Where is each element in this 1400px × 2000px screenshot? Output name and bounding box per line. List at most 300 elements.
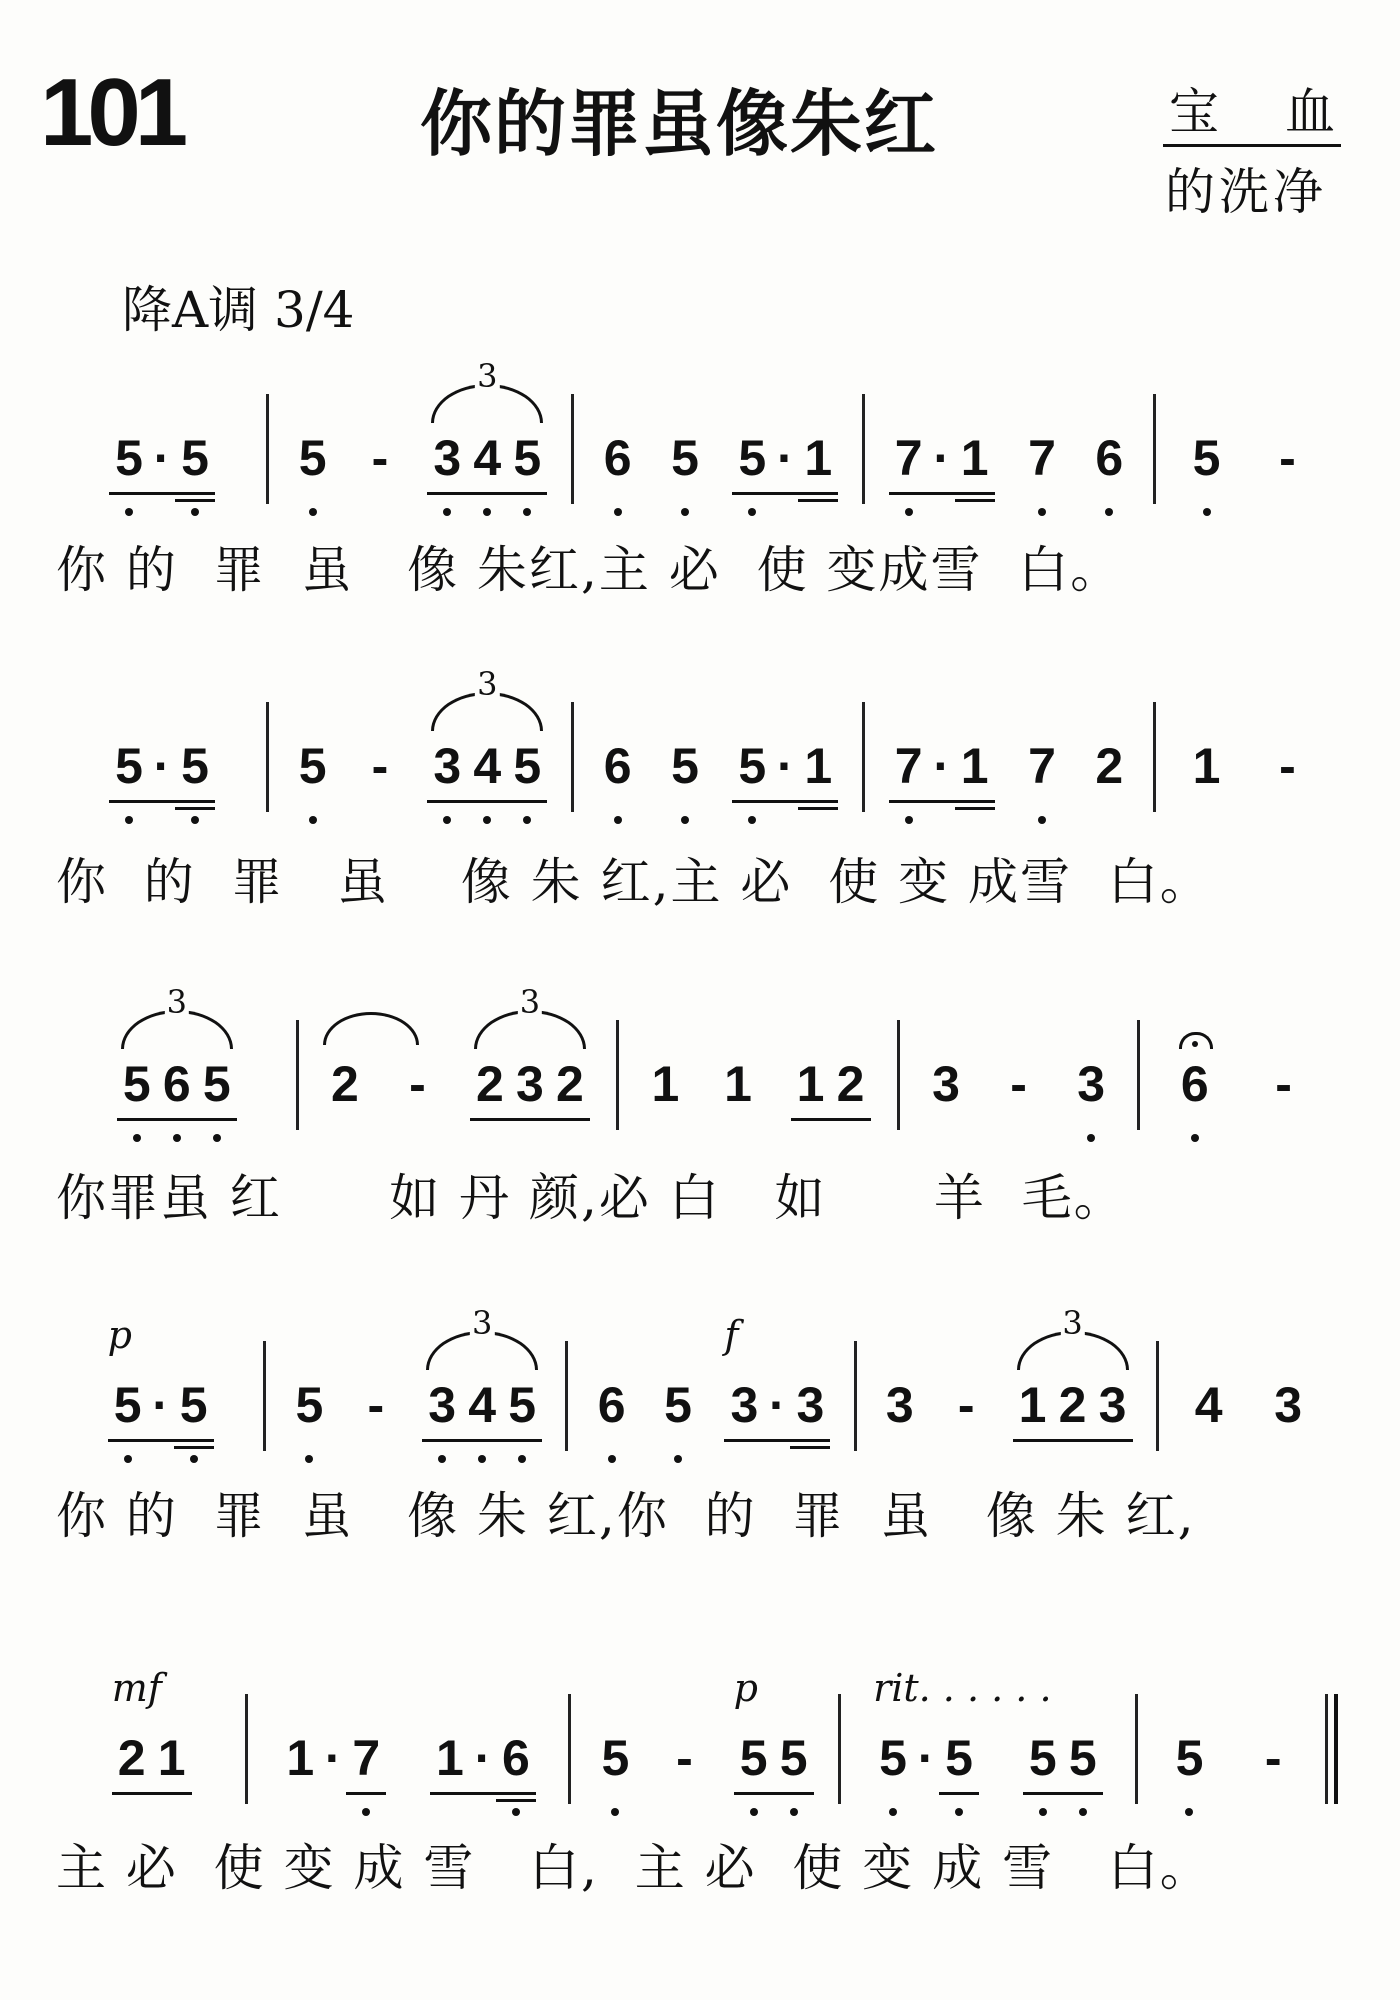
note-text: 1 <box>796 1056 825 1112</box>
low-octave-dot <box>133 1134 141 1142</box>
beam-line <box>422 1439 462 1442</box>
note <box>798 428 838 518</box>
note-group <box>1175 1054 1215 1144</box>
beam-line <box>346 1792 386 1795</box>
note-text: · <box>153 738 171 794</box>
note <box>280 1728 320 1818</box>
lyrics-line: 你 的 罪 虽 像 朱红,主 必 使 变成雪 白。 <box>56 541 1123 599</box>
low-octave-dot <box>748 816 756 824</box>
dash-sustain <box>1268 736 1308 826</box>
note-text: · <box>776 430 794 486</box>
note-group <box>732 736 838 826</box>
hymn-number: 101 <box>40 59 183 166</box>
category-char: 血 <box>1285 83 1335 141</box>
note-group <box>658 1375 698 1465</box>
key-signature: 降A调 3/4 <box>122 281 355 339</box>
note <box>1023 1728 1063 1818</box>
note <box>1022 736 1062 826</box>
low-octave-dot <box>213 1134 221 1142</box>
note-text: · <box>776 738 794 794</box>
note-text: 1 <box>436 1730 464 1786</box>
note-group <box>427 357 547 518</box>
note <box>1093 1375 1133 1465</box>
low-octave-dot <box>190 1455 198 1463</box>
note <box>510 1054 550 1144</box>
note-group <box>1187 736 1227 826</box>
score-row <box>58 1666 1338 1820</box>
low-octave-dot <box>889 1808 897 1816</box>
note <box>470 1054 510 1144</box>
note-text: 5 <box>738 738 767 794</box>
note <box>289 1375 329 1465</box>
beam-line <box>108 1439 148 1442</box>
low-octave-dot <box>191 816 199 824</box>
dash-sustain <box>356 1375 396 1465</box>
low-octave-dot <box>483 816 491 824</box>
note <box>108 1375 148 1465</box>
note-text: - <box>1279 430 1296 486</box>
category-subtitle: 的洗净 <box>1165 163 1327 221</box>
note-text: - <box>1010 1056 1027 1112</box>
note <box>1013 1375 1053 1465</box>
note <box>157 1054 197 1144</box>
note-group <box>111 1666 192 1818</box>
measure <box>58 983 296 1146</box>
beam-line <box>939 1792 979 1795</box>
note-group <box>430 1728 536 1818</box>
beam-line <box>732 492 772 495</box>
note-group <box>999 1054 1039 1144</box>
low-octave-dot <box>1038 816 1046 824</box>
note <box>293 736 333 826</box>
note <box>1022 428 1062 518</box>
low-octave-dot <box>1185 1808 1193 1816</box>
low-octave-dot <box>478 1455 486 1463</box>
measure <box>1138 1700 1325 1820</box>
fermata-icon <box>1179 1032 1213 1049</box>
note <box>926 1054 966 1144</box>
measure <box>619 1026 897 1146</box>
beam-line <box>772 492 798 495</box>
beam-line <box>955 800 995 803</box>
note-text: 5 <box>181 738 209 794</box>
beam-line <box>1023 1792 1063 1795</box>
note-text: 5 <box>671 430 699 486</box>
note-text: 6 <box>603 738 632 794</box>
note-text: 7 <box>352 1730 381 1786</box>
note <box>1189 1375 1229 1465</box>
low-octave-dot <box>125 816 133 824</box>
note-text: - <box>1264 1730 1282 1786</box>
beam-line <box>510 1118 550 1121</box>
note <box>502 1375 542 1465</box>
beam-line <box>427 800 467 803</box>
beam-line <box>430 1792 470 1795</box>
note-text: - <box>409 1056 426 1112</box>
note-group <box>325 1054 365 1144</box>
note <box>732 428 772 518</box>
note-group <box>1089 428 1129 518</box>
beam-line <box>148 1439 174 1442</box>
score-row <box>58 983 1338 1146</box>
note-text: 6 <box>597 1377 626 1433</box>
note-group <box>1022 428 1062 518</box>
beam-line <box>732 800 772 803</box>
dash-sustain <box>360 736 400 826</box>
note <box>592 1375 632 1465</box>
note-group <box>117 983 237 1144</box>
triplet-arc <box>431 665 543 731</box>
note <box>1089 428 1129 518</box>
category-label <box>1163 72 1341 147</box>
low-octave-dot <box>1039 1808 1047 1816</box>
note-group <box>1187 428 1227 518</box>
measure <box>266 1304 565 1467</box>
low-octave-dot <box>674 1455 682 1463</box>
note-group <box>1268 736 1308 826</box>
note-group <box>1253 1728 1293 1818</box>
note-group <box>109 428 215 518</box>
note <box>1187 736 1227 826</box>
note-text: 3 <box>433 738 462 794</box>
note <box>658 1375 698 1465</box>
note <box>1268 1375 1308 1465</box>
augmentation-dot <box>772 736 798 826</box>
note-text: 2 <box>476 1056 504 1112</box>
note <box>732 736 772 826</box>
note-group <box>109 736 215 826</box>
low-octave-dot <box>905 816 913 824</box>
measure <box>269 357 571 520</box>
beam-line <box>112 1792 152 1795</box>
beam-line <box>462 1439 502 1442</box>
low-octave-dot <box>748 508 756 516</box>
beam-line <box>955 492 995 495</box>
note <box>790 1375 830 1465</box>
beam-line <box>470 1792 496 1795</box>
note <box>427 736 467 826</box>
low-octave-dot <box>1079 1808 1087 1816</box>
measure <box>58 1666 245 1820</box>
augmentation-dot <box>320 1728 346 1818</box>
note <box>1053 1375 1093 1465</box>
note-text: 5 <box>115 738 143 794</box>
note <box>467 428 507 518</box>
measure <box>865 400 1153 520</box>
low-octave-dot <box>1038 508 1046 516</box>
beam-line <box>496 1792 536 1795</box>
note-group <box>946 1375 986 1465</box>
note-text: · <box>769 1377 786 1433</box>
note <box>109 428 149 518</box>
beam-line <box>470 1118 510 1121</box>
dash-sustain <box>360 428 400 518</box>
final-barline <box>1325 1694 1338 1804</box>
note-group <box>1023 1728 1103 1818</box>
triplet-number: 3 <box>519 983 541 1021</box>
lyrics-line: 你 的 罪 虽 像 朱 红,主 必 使 变 成雪 白。 <box>56 853 1212 911</box>
note-group <box>592 1375 632 1465</box>
low-octave-dot <box>512 1808 520 1816</box>
beam-line <box>174 1439 214 1442</box>
low-octave-dot <box>1203 508 1211 516</box>
note <box>430 1728 470 1818</box>
low-octave-dot <box>518 1455 526 1463</box>
beam-line <box>724 1439 764 1442</box>
note <box>507 736 547 826</box>
beam-line <box>507 800 547 803</box>
beam-line <box>467 492 507 495</box>
triplet-arc <box>1017 1304 1129 1370</box>
note-group <box>665 428 705 518</box>
low-octave-dot <box>309 816 317 824</box>
note-text: 6 <box>603 430 632 486</box>
beam-line <box>1013 1439 1053 1442</box>
beam-line <box>772 800 798 803</box>
beam-line <box>1053 1439 1093 1442</box>
note-text: - <box>371 738 389 794</box>
note-text: · <box>933 430 950 486</box>
beam-line <box>955 807 995 810</box>
note-text: 1 <box>804 430 833 486</box>
note-text: 5 <box>202 1056 231 1112</box>
beam-line <box>774 1792 814 1795</box>
note-text: 2 <box>1058 1377 1087 1433</box>
beam-line <box>790 1439 830 1442</box>
note-text: 1 <box>724 1056 752 1112</box>
note-text: 5 <box>122 1056 151 1112</box>
note <box>174 1375 214 1465</box>
note <box>598 736 638 826</box>
note-group <box>1189 1375 1229 1465</box>
note-text: 5 <box>115 430 143 486</box>
beam-line <box>798 492 838 495</box>
beam-line <box>550 1118 590 1121</box>
note-text: 5 <box>508 1377 537 1433</box>
score-row <box>58 357 1338 520</box>
note-text: 6 <box>1180 1056 1209 1112</box>
beam-line <box>929 800 955 803</box>
note-text: 5 <box>513 738 542 794</box>
note-group <box>718 1054 758 1144</box>
note-text: 5 <box>1068 1730 1097 1786</box>
note-text: 3 <box>1077 1056 1106 1112</box>
note <box>112 1728 152 1818</box>
note-text: 3 <box>730 1377 759 1433</box>
note-group <box>470 983 590 1144</box>
note-text: 5 <box>664 1377 692 1433</box>
low-octave-dot <box>1105 508 1113 516</box>
augmentation-dot <box>764 1375 790 1465</box>
note <box>325 1054 365 1144</box>
note-text: 2 <box>556 1056 584 1112</box>
note-text: 4 <box>473 738 502 794</box>
note <box>598 428 638 518</box>
beam-line <box>109 800 149 803</box>
note-text: - <box>957 1377 975 1433</box>
triplet-arc <box>121 983 233 1049</box>
note-text: 3 <box>428 1377 457 1433</box>
note <box>1089 736 1129 826</box>
note-group <box>360 428 400 518</box>
low-octave-dot <box>191 508 199 516</box>
note <box>734 1728 774 1818</box>
dash-sustain <box>1264 1054 1304 1144</box>
note-text: · <box>153 430 171 486</box>
beam-line <box>798 499 838 502</box>
triplet-number: 3 <box>1062 1304 1083 1342</box>
note-group <box>733 1666 814 1818</box>
note <box>550 1054 590 1144</box>
note-text: 5 <box>1192 430 1221 486</box>
note <box>175 428 215 518</box>
note <box>1071 1054 1111 1144</box>
note-text: 5 <box>879 1730 907 1786</box>
triplet-arc <box>426 1304 538 1370</box>
low-octave-dot <box>750 1808 758 1816</box>
note-group <box>889 736 995 826</box>
note-group <box>427 665 547 826</box>
note-text: 5 <box>671 738 699 794</box>
note-text: 2 <box>117 1730 146 1786</box>
note-group <box>791 1054 871 1144</box>
beam-line <box>790 1446 830 1449</box>
augmentation-dot <box>470 1728 496 1818</box>
note-text: 7 <box>1028 430 1056 486</box>
score-row <box>58 665 1338 828</box>
note-text: 5 <box>295 1377 324 1433</box>
note <box>1175 1054 1215 1144</box>
note-text: 5 <box>739 1730 768 1786</box>
note <box>718 1054 758 1144</box>
note-text: 5 <box>738 430 767 486</box>
score-row <box>58 1304 1338 1467</box>
beam-line <box>831 1118 871 1121</box>
note-group <box>598 428 638 518</box>
note-group <box>665 736 705 826</box>
low-octave-dot <box>614 508 622 516</box>
note-text: - <box>367 1377 385 1433</box>
note-group <box>289 1375 329 1465</box>
beam-line <box>157 1118 197 1121</box>
beam-line <box>152 1792 192 1795</box>
beam-line <box>734 1792 774 1795</box>
note-group <box>293 736 333 826</box>
note-text: - <box>1275 1056 1292 1112</box>
low-octave-dot <box>438 1455 446 1463</box>
beam-line <box>1093 1439 1133 1442</box>
dynamic-marking: rit. . . . . . <box>873 1666 1052 1710</box>
note <box>197 1054 237 1144</box>
note-text: 1 <box>286 1730 315 1786</box>
note-group <box>1022 736 1062 826</box>
note-group <box>1268 428 1308 518</box>
dash-sustain <box>946 1375 986 1465</box>
note-text: 1 <box>804 738 833 794</box>
note-group <box>645 1054 685 1144</box>
note-group <box>1268 1375 1308 1465</box>
low-octave-dot <box>309 508 317 516</box>
augmentation-dot <box>929 736 955 826</box>
beam-line <box>109 492 149 495</box>
beam-line <box>467 800 507 803</box>
note-text: 5 <box>298 430 327 486</box>
note-text: 6 <box>502 1730 530 1786</box>
note-group <box>595 1728 635 1818</box>
note-group <box>926 1054 966 1144</box>
note-text: 5 <box>113 1377 142 1433</box>
triplet-number: 3 <box>471 1304 493 1342</box>
lyrics-line: 你 的 罪 虽 像 朱 红,你 的 罪 虽 像 朱 红, <box>56 1487 1196 1545</box>
note <box>645 1054 685 1144</box>
low-octave-dot <box>173 1134 181 1142</box>
note <box>1063 1728 1103 1818</box>
measure <box>1156 400 1338 520</box>
low-octave-dot <box>790 1808 798 1816</box>
low-octave-dot <box>955 1808 963 1816</box>
beam-line <box>149 800 175 803</box>
hymn-title: 你的罪虽像朱红 <box>420 82 939 166</box>
beam-line <box>175 499 215 502</box>
low-octave-dot <box>681 508 689 516</box>
note-group <box>1071 1054 1111 1144</box>
measure <box>269 665 571 828</box>
note <box>774 1728 814 1818</box>
measure <box>58 1313 263 1467</box>
low-octave-dot <box>523 508 531 516</box>
note-text: 3 <box>1098 1377 1127 1433</box>
note <box>939 1728 979 1818</box>
triplet-number: 3 <box>477 665 498 703</box>
measure <box>571 1666 838 1820</box>
lyrics-line: 主 必 使 变 成 雪 白, 主 必 使 变 成 雪 白。 <box>56 1839 1212 1897</box>
note-text: · <box>933 738 950 794</box>
beam-line <box>798 807 838 810</box>
measure <box>865 708 1153 828</box>
note <box>831 1054 871 1144</box>
note <box>496 1728 536 1818</box>
note-group <box>598 736 638 826</box>
note <box>595 1728 635 1818</box>
note <box>1187 428 1227 518</box>
note <box>889 736 929 826</box>
note <box>880 1375 920 1465</box>
note <box>109 736 149 826</box>
note-text: 7 <box>894 738 923 794</box>
low-octave-dot <box>681 816 689 824</box>
measure <box>857 1304 1156 1467</box>
lyrics-line: 你罪虽 红 如 丹 颜,必 白 如 羊 毛。 <box>56 1169 1126 1227</box>
note <box>175 736 215 826</box>
note-group <box>724 1313 830 1465</box>
beam-line <box>889 800 929 803</box>
beam-line <box>175 807 215 810</box>
triplet-arc <box>474 983 586 1049</box>
note-text: 5 <box>181 430 209 486</box>
note-text: 1 <box>157 1730 186 1786</box>
low-octave-dot <box>443 816 451 824</box>
note-text: 6 <box>1095 430 1124 486</box>
low-octave-dot <box>523 816 531 824</box>
note-text: 3 <box>516 1056 544 1112</box>
beam-line <box>174 1446 214 1449</box>
measure <box>1156 708 1338 828</box>
dash-sustain <box>1253 1728 1293 1818</box>
beam-line <box>1063 1792 1103 1795</box>
note <box>117 1054 157 1144</box>
beam-line <box>197 1118 237 1121</box>
note <box>462 1375 502 1465</box>
